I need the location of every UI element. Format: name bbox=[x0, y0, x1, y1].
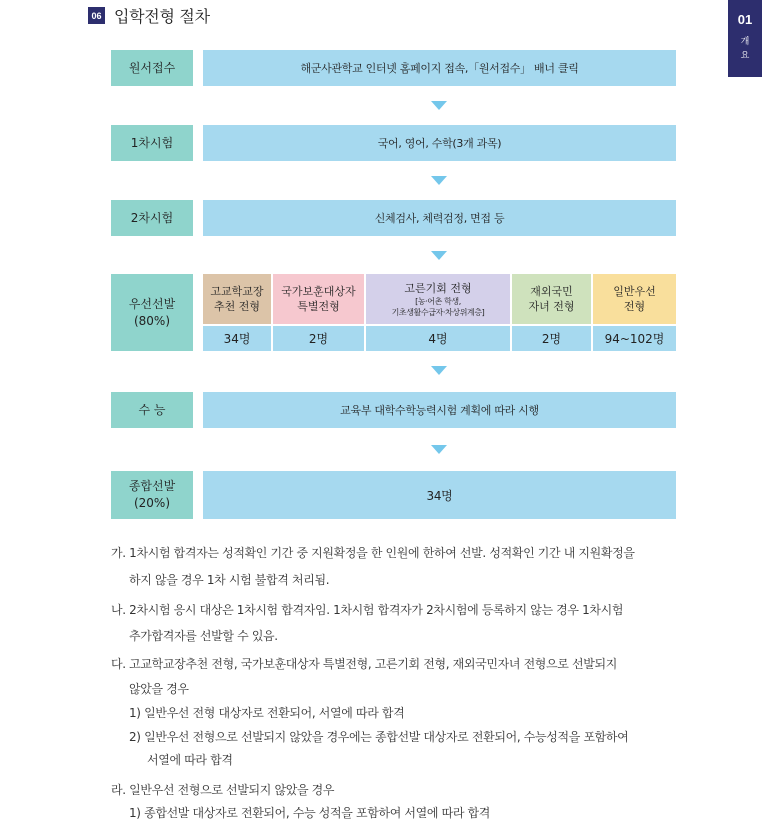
step-content-csat: 교육부 대학수학능력시험 계획에 따라 시행 bbox=[203, 392, 676, 428]
category-title-line: 추천 전형 bbox=[213, 300, 260, 313]
step-label-first-exam: 1차시험 bbox=[111, 125, 193, 161]
note-da-subitem: 2) 일반우선 전형으로 선발되지 않았을 경우에는 종합선발 대상자로 전환되어, 수능성적을 포함하여 bbox=[129, 730, 629, 744]
category-national-merit bbox=[273, 274, 364, 324]
category-count: 34명 bbox=[203, 326, 271, 351]
note-ga-line: 가. 1차시험 합격자는 성적확인 기간 중 지원확정을 한 인원에 한하여 선발. 성적확인 기간 내 지원확정을 bbox=[111, 546, 635, 560]
category-count: 2명 bbox=[512, 326, 591, 351]
category-title-line: 일반우선 bbox=[613, 285, 656, 298]
note-da-line: 않았을 경우 bbox=[129, 682, 189, 696]
category-title-line: 특별전형 bbox=[297, 300, 340, 313]
chapter-number: 01 bbox=[737, 12, 753, 27]
chapter-title-char: 개 bbox=[740, 37, 750, 47]
note-ra-subitem: 1) 종합선발 대상자로 전환되어, 수능 성적을 포함하여 서열에 따라 합격 bbox=[129, 806, 491, 820]
step-label-csat: 수 능 bbox=[111, 392, 193, 428]
category-title-line: 자녀 전형 bbox=[528, 300, 575, 313]
category-title-line: 고교학교장 bbox=[210, 285, 264, 298]
step-content-comprehensive-selection: 34명 bbox=[203, 471, 676, 519]
step-label-application: 원서접수 bbox=[111, 50, 193, 86]
section-header bbox=[88, 4, 210, 27]
category-equal-opportunity bbox=[366, 274, 510, 324]
step-label-priority-selection bbox=[111, 274, 193, 351]
priority-label-percent: (80%) bbox=[133, 313, 171, 328]
chapter-title-char: 요 bbox=[740, 51, 750, 61]
step-content-first-exam: 국어, 영어, 수학(3개 과목) bbox=[203, 125, 676, 161]
category-title-line: 국가보훈대상자 bbox=[281, 285, 356, 298]
note-na-line: 추가합격자를 선발할 수 있음. bbox=[129, 629, 278, 643]
down-arrow-icon bbox=[431, 445, 447, 454]
note-da-subitem: 서열에 따라 합격 bbox=[147, 753, 233, 767]
category-title-line: 전형 bbox=[623, 300, 646, 313]
category-subtitle-line: [농·어촌 학생, bbox=[415, 296, 461, 306]
comprehensive-label-text: 종합선발 bbox=[128, 479, 176, 493]
note-ra-line: 라. 일반우선 전형으로 선발되지 않았을 경우 bbox=[111, 783, 335, 797]
note-ga-line: 하지 않을 경우 1차 시험 불합격 처리됨. bbox=[129, 573, 330, 587]
category-title-line: 고른기회 전형 bbox=[404, 281, 472, 295]
down-arrow-icon bbox=[431, 366, 447, 375]
note-da-subitem: 1) 일반우선 전형 대상자로 전환되어, 서열에 따라 합격 bbox=[129, 706, 405, 720]
priority-label-text: 우선선발 bbox=[128, 296, 176, 311]
down-arrow-icon bbox=[431, 251, 447, 260]
category-subtitle-line: 기초생활수급자·차상위계층] bbox=[391, 307, 485, 317]
category-count: 4명 bbox=[366, 326, 510, 351]
section-number-badge: 06 bbox=[88, 7, 105, 24]
category-overseas-nationals bbox=[512, 274, 591, 324]
down-arrow-icon bbox=[431, 101, 447, 110]
category-principal-recommendation bbox=[203, 274, 271, 324]
comprehensive-label-percent: (20%) bbox=[133, 496, 171, 510]
chapter-side-tab[interactable] bbox=[728, 0, 762, 77]
down-arrow-icon bbox=[431, 176, 447, 185]
category-title-line: 재외국민 bbox=[530, 285, 573, 298]
step-content-second-exam: 신체검사, 체력검정, 면접 등 bbox=[203, 200, 676, 236]
note-na-line: 나. 2차시험 응시 대상은 1차시험 합격자임. 1차시험 합격자가 2차시험에 등록하지 않는 경우 1차시험 bbox=[111, 603, 624, 617]
category-count: 94~102명 bbox=[593, 326, 676, 351]
step-label-second-exam: 2차시험 bbox=[111, 200, 193, 236]
section-title: 입학전형 절차 bbox=[114, 7, 210, 26]
step-content-application: 해군사관학교 인터넷 홈페이지 접속,「원서접수」 배너 클릭 bbox=[203, 50, 676, 86]
category-count: 2명 bbox=[273, 326, 364, 351]
step-label-comprehensive-selection bbox=[111, 471, 193, 519]
note-da-line: 다. 고교학교장추천 전형, 국가보훈대상자 특별전형, 고른기회 전형, 재외국민자녀 전형으로 선발되지 bbox=[111, 657, 617, 671]
category-general-priority bbox=[593, 274, 676, 324]
